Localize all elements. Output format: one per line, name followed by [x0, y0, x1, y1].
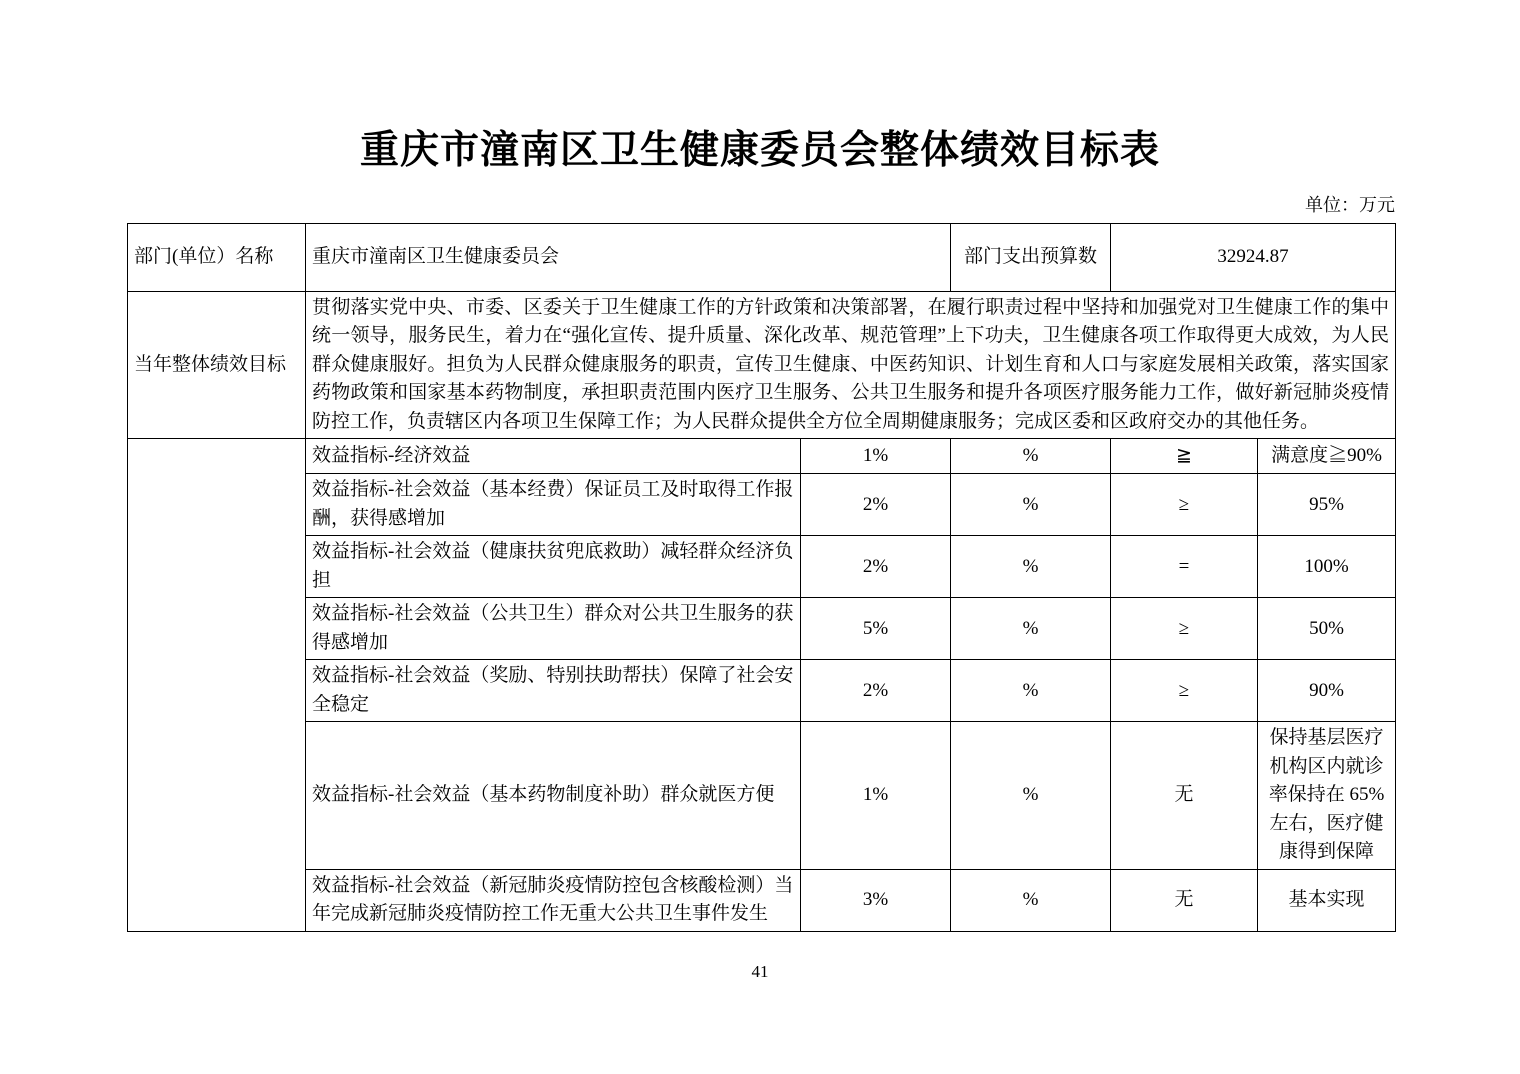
indicator-operator-cell: ≥ [1111, 474, 1258, 536]
indicator-target-cell: 基本实现 [1258, 869, 1396, 931]
indicator-name-cell: 效益指标-社会效益（健康扶贫兜底救助）减轻群众经济负担 [306, 536, 801, 598]
unit-note: 单位：万元 [1305, 194, 1395, 215]
indicator-weight-cell: 5% [801, 598, 951, 660]
indicator-row [128, 869, 1396, 931]
indicator-unit-cell: % [951, 439, 1111, 474]
indicator-operator-cell: ≧ [1111, 439, 1258, 474]
indicator-unit-cell: % [951, 660, 1111, 722]
indicator-weight-cell: 3% [801, 869, 951, 931]
indicator-unit-cell: % [951, 869, 1111, 931]
indicator-row [128, 439, 1396, 474]
dept-name-cell: 重庆市潼南区卫生健康委员会 [306, 223, 951, 291]
indicator-row [128, 536, 1396, 598]
indicator-weight-cell: 2% [801, 536, 951, 598]
indicator-operator-cell: 无 [1111, 722, 1258, 870]
annual-goal-text-cell: 贯彻落实党中央、市委、区委关于卫生健康工作的方针政策和决策部署，在履行职责过程中坚持和加强党对卫生健康工作的集中统一领导，服务民生，着力在“强化宣传、提升质量、深化改革、规范管理”上下功夫，卫生健康各项工作取得更大成效，为人民群众健康服好。担负为人民群众健康服务的职责，宣传卫生健康、中医药知识、计划生育和人口与家庭发展相关政策，落实国家药物政策和国家基本药物制度，承担职责范围内医疗卫生服务、公共卫生服务和提升各项医疗服务能力工作，做好新冠肺炎疫情防控工作，负责辖区内各项卫生保障工作；为人民群众提供全方位全周期健康服务；完成区委和区政府交办的其他任务。 [306, 291, 1396, 439]
indicator-row [128, 722, 1396, 870]
indicator-unit-cell: % [951, 722, 1111, 870]
dept-label-cell: 部门(单位）名称 [128, 223, 306, 291]
indicator-target-cell: 95% [1258, 474, 1396, 536]
indicator-target-cell: 满意度≧90% [1258, 439, 1396, 474]
indicator-unit-cell: % [951, 536, 1111, 598]
indicator-weight-cell: 2% [801, 660, 951, 722]
indicator-name-cell: 效益指标-社会效益（基本药物制度补助）群众就医方便 [306, 722, 801, 870]
annual-goal-row [128, 291, 1396, 439]
indicator-name-cell: 效益指标-社会效益（奖励、特别扶助帮扶）保障了社会安全稳定 [306, 660, 801, 722]
indicator-operator-cell: 无 [1111, 869, 1258, 931]
indicator-operator-cell: ≥ [1111, 598, 1258, 660]
indicator-unit-cell: % [951, 474, 1111, 536]
indicator-name-cell: 效益指标-社会效益（新冠肺炎疫情防控包含核酸检测）当年完成新冠肺炎疫情防控工作无重大公共卫生事件发生 [306, 869, 801, 931]
indicator-weight-cell: 2% [801, 474, 951, 536]
annual-goal-label-cell: 当年整体绩效目标 [128, 291, 306, 439]
indicator-row [128, 660, 1396, 722]
page-number: 41 [751, 962, 769, 981]
indicator-name-cell: 效益指标-社会效益（公共卫生）群众对公共卫生服务的获得感增加 [306, 598, 801, 660]
indicator-row [128, 474, 1396, 536]
indicator-target-cell: 90% [1258, 660, 1396, 722]
indicator-unit-cell: % [951, 598, 1111, 660]
indicator-target-cell: 100% [1258, 536, 1396, 598]
performance-target-table [127, 223, 1396, 932]
merged-empty-left-cell [128, 439, 306, 932]
indicator-name-cell: 效益指标-社会效益（基本经费）保证员工及时取得工作报酬，获得感增加 [306, 474, 801, 536]
indicator-operator-cell: = [1111, 536, 1258, 598]
indicator-target-cell: 50% [1258, 598, 1396, 660]
indicator-weight-cell: 1% [801, 722, 951, 870]
indicator-operator-cell: ≥ [1111, 660, 1258, 722]
indicator-name-cell: 效益指标-经济效益 [306, 439, 801, 474]
indicator-target-cell: 保持基层医疗机构区内就诊率保持在 65%左右，医疗健康得到保障 [1258, 722, 1396, 870]
page-title: 重庆市潼南区卫生健康委员会整体绩效目标表 [359, 129, 1160, 172]
indicator-weight-cell: 1% [801, 439, 951, 474]
indicator-row [128, 598, 1396, 660]
budget-value-cell: 32924.87 [1111, 223, 1396, 291]
budget-label-cell: 部门支出预算数 [951, 223, 1111, 291]
dept-row [128, 223, 1396, 291]
